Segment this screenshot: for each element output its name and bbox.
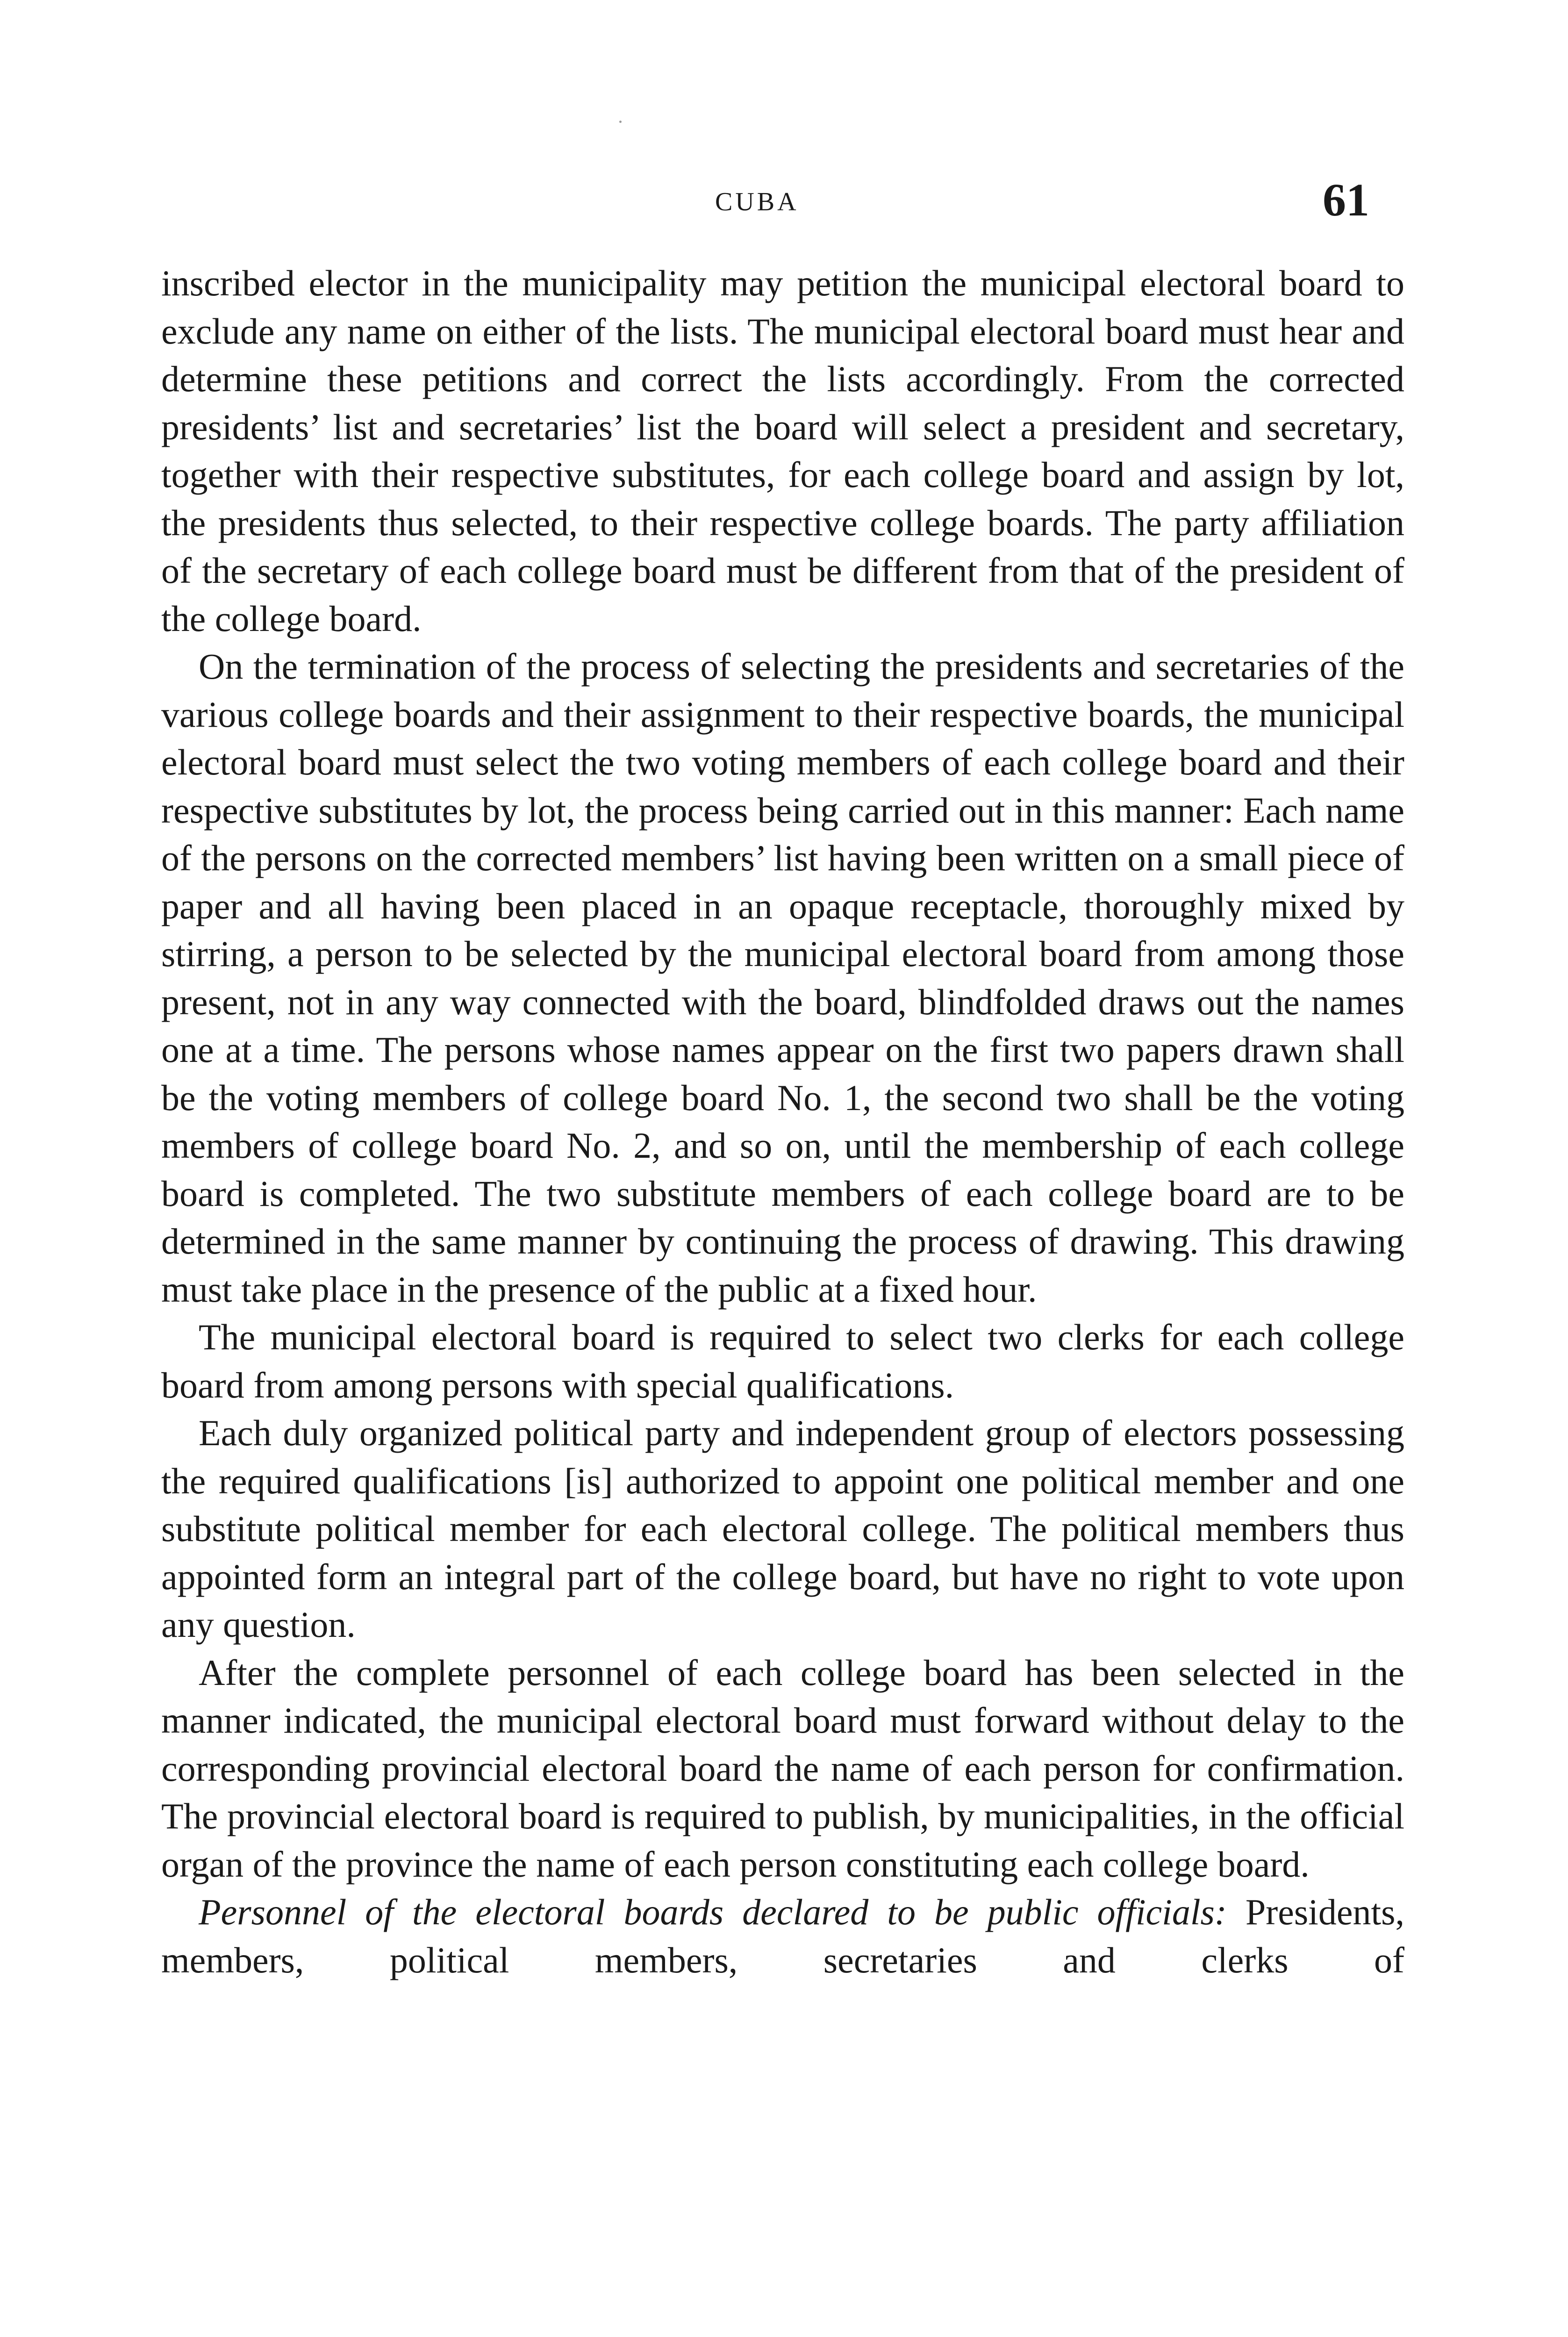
paragraph-text: After the complete personnel of each college board has been selected in the manner indicated, the municipal electoral board must forward without delay to the corresponding provincial electoral board the name of each person for confirmation. The provincial electoral board is required to publish, by municipalities, in the official organ of the province the name of each person constituting each college board. — [161, 1652, 1404, 1885]
paragraph-text: Presidents, members, political members, secretaries and clerks of — [161, 1892, 1404, 1980]
paragraph-text: Each duly organized political party and independent group of electors possessing the required qualifications [is] authorized to appoint one political member and one substitute political member for each electoral college. The political members thus appointed form an integral part of the college board, but have no right to vote upon any question. — [161, 1412, 1404, 1645]
paragraph-political-members — [161, 1409, 1404, 1649]
page-number: 61 — [1323, 174, 1369, 226]
paragraph-text: On the termination of the process of selecting the presidents and secretaries of the various college boards and their assignment to their respective boards, the municipal electoral board must select the two voting members of each college board and their respective substitutes by lot, the process being carried out in this manner: Each name of the persons on the corrected members’ list having been written on a small piece of paper and all having been placed in an opaque receptacle, thoroughly mixed by stirring, a person to be selected by the municipal electoral board from among those present, not in any way connected with the board, blindfolded draws out the names one at a time. The persons whose names appear on the first two papers drawn shall be the voting members of college board No. 1, the second two shall be the voting members of college board No. 2, and so on, until the membership of each college board is completed. The two substitute members of each college board are to be determined in the same manner by continuing the process of drawing. This drawing must take place in the presence of the public at a fixed hour. — [161, 646, 1404, 1310]
paragraph-clerks — [161, 1313, 1404, 1409]
running-title: CUBA — [715, 187, 799, 216]
body-text — [161, 259, 1404, 1984]
paragraph-continued — [161, 259, 1404, 643]
running-head — [0, 173, 1568, 224]
section-lead-italic: Personnel of the electoral boards declared to be public officials: — [199, 1892, 1227, 1932]
paragraph-confirmation — [161, 1649, 1404, 1889]
paragraph-text: The municipal electoral board is required to select two clerks for each college board from among persons with special qualifications. — [161, 1317, 1404, 1405]
scan-speck — [619, 121, 622, 123]
paragraph-public-officials — [161, 1888, 1404, 1984]
paragraph-text: inscribed elector in the municipality may petition the municipal electoral board to exclude any name on either of the lists. The municipal electoral board must hear and determine these petitions and correct the lists accordingly. From the corrected presidents’ list and secretaries’ list the board will select a president and secretary, together with their respective substitutes, for each college board and assign by lot, the presidents thus selected, to their respective college boards. The party affiliation of the secretary of each college board must be different from that of the president of the college board. — [161, 263, 1404, 639]
paragraph-drawing-of-members — [161, 643, 1404, 1313]
